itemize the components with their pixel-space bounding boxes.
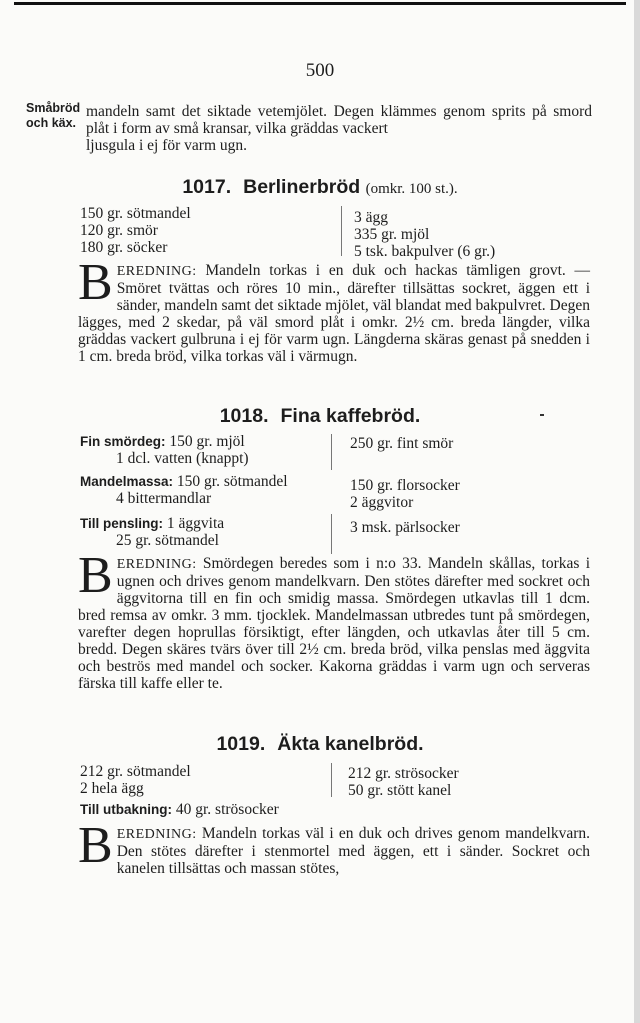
ingredient-group-smordeg-right <box>350 435 453 452</box>
intro-line: sprits på smord plåt i form av små kransar, vilka gräddas vackert <box>86 103 593 137</box>
ingredient-group-mandelmassa-right <box>350 477 460 511</box>
intro-line: ljusgula i ej för varm ugn. <box>86 137 247 154</box>
ingredient: 180 gr. söcker <box>80 239 168 256</box>
ingredient: 212 gr. strösocker <box>348 765 459 782</box>
top-border <box>14 2 626 5</box>
intro-paragraph <box>86 103 592 154</box>
column-divider <box>331 434 332 470</box>
ingredient: 335 gr. mjöl <box>354 226 430 243</box>
group-label: Mandelmassa: <box>80 474 174 489</box>
ingredient-group-smordeg <box>80 433 249 467</box>
recipe-1019-heading <box>0 733 640 756</box>
margin-note-line: och käx. <box>26 116 77 130</box>
column-divider <box>331 514 332 554</box>
ingredient: 2 äggvitor <box>350 494 414 511</box>
group-label: Till pensling: <box>80 516 164 531</box>
ingredient: 5 tsk. bakpulver (6 gr.) <box>354 243 496 260</box>
ingredient: 25 gr. sötmandel <box>116 532 219 549</box>
recipe-yield-note: (omkr. 100 st.). <box>365 181 458 197</box>
recipe-number: 1018. <box>219 405 269 427</box>
group-label: Till utbakning: <box>80 802 172 817</box>
recipe-title: Berlinerbröd <box>243 176 361 198</box>
method-lead: EREDNING: <box>116 827 197 842</box>
recipe-1018-method <box>78 547 590 692</box>
margin-note-line: Småbröd <box>26 101 81 115</box>
ingredient: 1 dcl. vatten (knappt) <box>116 450 249 467</box>
recipe-1019-ingredients-left <box>80 763 191 797</box>
ingredient: 212 gr. sötmandel <box>80 763 191 780</box>
recipe-title: Äkta kanelbröd. <box>277 733 424 755</box>
recipe-1017-ingredients-left <box>80 205 191 256</box>
method-text: Mandeln torkas i en duk och hackas tämligen grovt. — Smöret tvättas och röres 10 min., därefter tillsättas sockret, äggen ett i sänder, mandeln samt det siktade mjölet, väl blandat med bakpulvret. Degen lägges, med 2 skedar, på väl smord plåt i omkr. 2½ cm. breda längder, vilka gräddas vackert gulbruna i ej för varm ugn. Längderna skäras genast på snedden i 1 cm. breda bröd, vilka torkas väl i värmugn. <box>78 262 590 365</box>
recipe-number: 1019. <box>216 733 266 755</box>
ingredient: 40 gr. strösocker <box>175 801 279 818</box>
recipe-1019-ingredients-right <box>348 765 459 799</box>
recipe-1017-ingredients-right <box>354 209 495 260</box>
recipe-1019-extra <box>80 801 279 818</box>
recipe-1017-heading <box>0 176 640 199</box>
ingredient: 4 bittermandlar <box>116 490 212 507</box>
recipe-1018-heading <box>0 405 640 428</box>
drop-cap: B <box>78 254 113 311</box>
ingredient: 50 gr. stött kanel <box>348 782 452 799</box>
recipe-number: 1017. <box>182 176 232 198</box>
ingredient: 150 gr. sötmandel <box>80 205 191 222</box>
drop-cap: B <box>78 547 113 604</box>
ingredient-group-mandelmassa <box>80 473 288 507</box>
ingredient: 1 äggvita <box>166 515 225 532</box>
ingredient: 3 ägg <box>354 209 389 226</box>
method-lead: EREDNING: <box>116 557 197 572</box>
column-divider <box>331 763 332 797</box>
recipe-title: Fina kaffebröd. <box>280 405 421 427</box>
ingredient-group-pensling <box>80 515 224 549</box>
ingredient-group-pensling-right <box>350 519 460 536</box>
ingredient: 120 gr. smör <box>80 222 158 239</box>
print-speck <box>540 414 544 416</box>
ingredient: 250 gr. fint smör <box>350 435 454 452</box>
page-number: 500 <box>305 60 335 81</box>
column-divider <box>341 206 342 256</box>
ingredient: 150 gr. sötmandel <box>176 473 288 490</box>
ingredient: 150 gr. mjöl <box>169 433 245 450</box>
ingredient: 2 hela ägg <box>80 780 144 797</box>
recipe-1019-method <box>78 817 590 877</box>
page-edge-shadow <box>634 0 640 1023</box>
group-label: Fin smördeg: <box>80 434 166 449</box>
method-text: Mandeln torkas väl i en duk och drives genom mandelkvarn. Den stötes därefter i stenmortel med äggen, ett i sänder. Sockret och kanelen tillsättas och massan stötes, <box>116 825 590 877</box>
margin-note <box>26 101 80 131</box>
recipe-1017-method <box>78 254 590 365</box>
method-lead: EREDNING: <box>116 264 197 279</box>
ingredient: 150 gr. florsocker <box>350 477 460 494</box>
ingredient: 3 msk. pärlsocker <box>350 519 460 536</box>
method-text: Smördegen beredes som i n:o 33. Mandeln skållas, torkas i ugnen och drives genom mandelkvarn. Den stötes därefter med sockret och äggvitorna till en fin och smidig massa. Smördegen utkavlas till 1 dcm. bred remsa av omkr. 3 mm. tjocklek. Mandelmassan utbredes tunt på smördegen, varefter degen hoprullas försiktigt, efter längden, och utkavlas åter till 5 cm. bredd. Degen skäres tvärs över till 2½ cm. breda bröd, vilka penslas med äggvita och beströs med mandel och socker. Kakorna gräddas i varm ugn och serveras färska till kaffe eller te. <box>78 555 590 692</box>
drop-cap: B <box>78 817 113 874</box>
intro-line: mandeln samt det siktade vetemjölet. Degen klämmes genom <box>86 103 486 120</box>
